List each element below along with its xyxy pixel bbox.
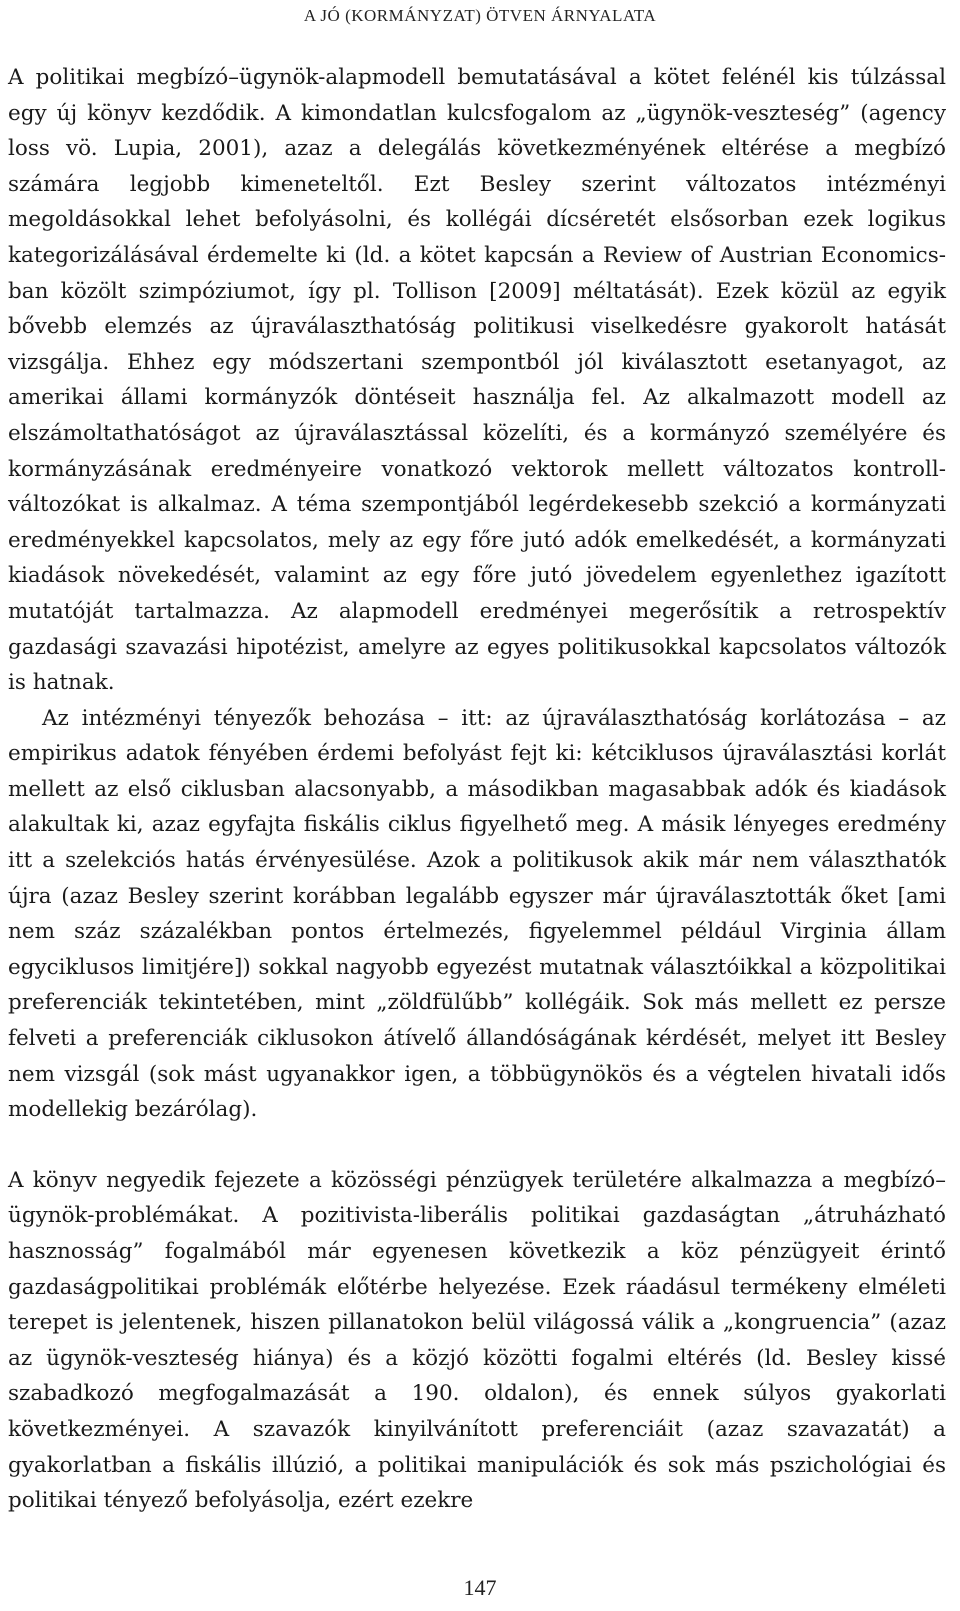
running-head: A JÓ (KORMÁNYZAT) ÖTVEN ÁRNYALATA: [303, 6, 657, 25]
paragraph-institutional-factors: Az intézményi tényezők behozása – itt: az újraválaszthatóság korlátozása – az empirikus adatok fényében érdemi befolyást fejt ki: kétciklusos újraválasztási korlát mellett az első ciklusban alacsonyabb, a másodikban magasabbak adók és kiadások alakultak ki, azaz egyfajta fiskális ciklus figyelhető meg. A másik lényeges eredmény itt a szelekciós hatás érvényesülése. Azok a politikusok akik már nem választhatók újra (azaz Besley szerint korábban legalább egyszer már újraválasztották őket [ami nem száz százalékban pontos értelmezés, figyelemmel például Virginia állam egyciklusos limitjére]) sokkal nagyobb egyezést mutatnak választóikkal a közpolitikai preferenciák tekintetében, mint „zöldfülűbb” kollégáik. Sok más mellett ez persze felveti a preferenciák ciklusokon átívelő állandóságának kérdését, melyet itt Besley nem vizsgál (sok mást ugyanakkor igen, a többügynökös és a végtelen hivatali idős modellekig bezárólag).: [8, 705, 946, 1123]
paragraph-principal-agent-model: A politikai megbízó–ügynök-alapmodell bemutatásával a kötet felénél kis túlzással egy új könyv kezdődik. A kimondatlan kulcsfogalom az „ügynök-veszteség” (agency loss vö. Lupia, 2001), azaz a delegálás következményének eltérése a megbízó számára legjobb kimeneteltől. Ezt Besley szerint változatos intézményi megoldásokkal lehet befolyásolni, és kollégái dícséretét elsősorban ezek logikus kategorizálásával érdemelte ki (ld. a kötet kapcsán a Review of Austrian Economics-ban közölt szimpóziumot, így pl. Tollison [2009] méltatását). Ezek közül az egyik bővebb elemzés az újraválaszthatóság politikusi viselkedésre gyakorolt hatását vizsgálja. Ehhez egy módszertani szempontból jól kiválasztott esetanyagot, az amerikai állami kormányzók döntéseit használja fel. Az alkalmazott modell az elszámoltathatóságot az újraválasztással közelíti, és a kormányzó személyére és kormányzásának eredményeire vonatkozó vektorok mellett változatos kontroll-változókat is alkalmaz. A téma szempontjából legérdekesebb szekció a kormányzati eredményekkel kapcsolatos, mely az egy főre jutó adók emelkedését, a kormányzati kiadások növekedését, valamint az egy főre jutó jövedelem egyenlethez igazított mutatóját tartalmazza. Az alapmodell eredményei megerősítik a retrospektív gazdasági szavazási hipotézist, amelyre az egyes politikusokkal kapcsolatos változók is hatnak.: [8, 65, 946, 696]
page-number: 147: [463, 1575, 497, 1600]
body-text: [8, 60, 946, 1519]
paragraph-chapter-four: A könyv negyedik fejezete a közösségi pénzügyek területére alkalmazza a megbízó–ügynök-problémákat. A pozitivista-liberális politikai gazdaságtan „átruházható hasznosság” fogalmából már egyenesen következik a köz pénzügyeit érintő gazdaságpolitikai problémák előtérbe helyezése. Ezek ráadásul termékeny elméleti terepet is jelentenek, hiszen pillanatokon belül világossá válik a „kongruencia” (azaz az ügynök-veszteség hiánya) és a közjó közötti fogalmi eltérés (ld. Besley kissé szabadkozó megfogalmazását a 190. oldalon), és ennek súlyos gyakorlati következményei. A szavazók kinyilvánított preferenciáit (azaz szavazatát) a gyakorlatban a fiskális illúzió, a politikai manipulációk és sok más pszichológiai és politikai tényező befolyásolja, ezért ezekre: [8, 1167, 946, 1514]
